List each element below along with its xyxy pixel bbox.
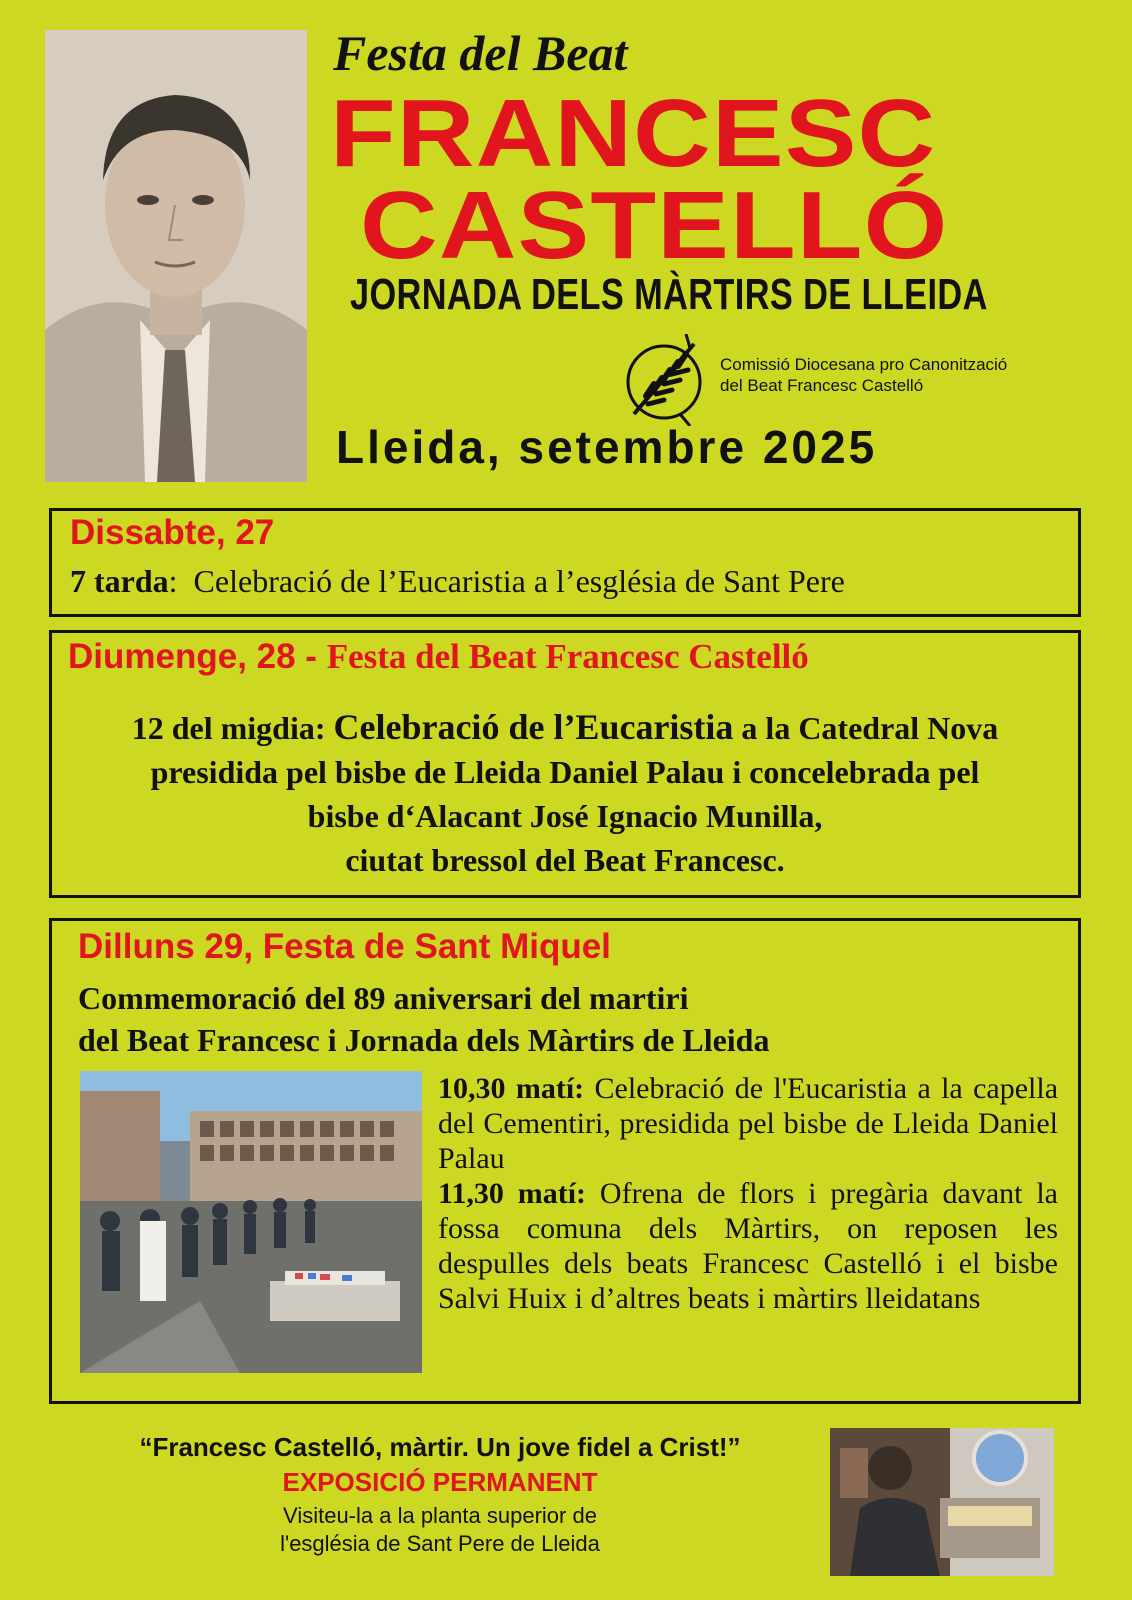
- sunday-line-4: ciutat bressol del Beat Francesc.: [345, 842, 785, 878]
- sunday-time: 12 del migdia:: [131, 710, 326, 746]
- exhibition-photo: [830, 1428, 1054, 1576]
- portrait-photo: [45, 30, 307, 482]
- commission-text: [720, 354, 1007, 396]
- exhibition-illustration: [830, 1428, 1054, 1576]
- exhibition-quote: “Francesc Castelló, màrtir. Un jove fidel a Crist!”: [139, 1432, 741, 1462]
- monday-text-1: Celebració de l'Eucaristia a la capella del Cementiri, presidida pel bisbe de Lleida Daniel Palau: [438, 1072, 1059, 1175]
- portrait-illustration: [45, 30, 307, 482]
- monday-box: [49, 918, 1081, 1404]
- kicker-title: Festa del Beat: [333, 25, 628, 81]
- name-line-1: FRANCESC: [330, 80, 937, 187]
- monday-subtitle: [78, 977, 769, 1061]
- commission-line-2: del Beat Francesc Castelló: [720, 376, 924, 395]
- sunday-highlight: Celebració de l’Eucaristia: [333, 707, 734, 747]
- sunday-title-feast: Festa del Beat Francesc Castelló: [326, 637, 809, 676]
- monday-time-2: 11,30 matí:: [438, 1177, 587, 1210]
- saturday-text: Celebració de l’Eucaristia a l’església de Sant Pere: [193, 563, 845, 599]
- sunday-line-2: presidida pel bisbe de Lleida Daniel Palau i concelebrada pel: [150, 754, 980, 790]
- saturday-title: Dissabte, 27: [70, 513, 275, 552]
- sunday-line-3: bisbe d‘Alacant José Ignacio Munilla,: [307, 798, 823, 834]
- sunday-title: [68, 637, 809, 677]
- exhibition-visit: [40, 1502, 840, 1558]
- sunday-text: [62, 705, 1068, 882]
- saturday-time: 7 tarda: [70, 563, 169, 599]
- name-line-2: CASTELLÓ: [360, 172, 949, 279]
- cemetery-photo: [80, 1071, 422, 1373]
- city-date: Lleida, setembre 2025: [336, 421, 878, 473]
- sunday-line-1-rest: a la Catedral Nova: [741, 710, 999, 746]
- saturday-colon: :: [168, 563, 178, 599]
- cemetery-illustration: [80, 1071, 422, 1373]
- commission-line-1: Comissió Diocesana pro Canonització: [720, 355, 1008, 374]
- sunday-line-1: [62, 705, 1068, 750]
- monday-sub-line-2: del Beat Francesc i Jornada dels Màrtirs de Lleida: [78, 1022, 770, 1058]
- saturday-event: [70, 563, 845, 600]
- visit-line-1: Visiteu-la a la planta superior de: [283, 1503, 597, 1528]
- subtitle: JORNADA DELS MÀRTIRS DE LLEIDA: [350, 270, 988, 319]
- monday-text-2: Ofrena de flors i pregària davant la fossa comuna dels Màrtirs, on reposen les despulles dels beats Francesc Castelló i el bisbe Salvi Huix i d’altres beats i màrtirs lleidatans: [438, 1177, 1059, 1315]
- monday-time-1: 10,30 matí:: [438, 1072, 585, 1105]
- monday-events: [438, 1071, 1058, 1316]
- monday-sub-line-1: Commemoració del 89 aniversari del martiri: [78, 980, 689, 1016]
- sunday-box: [49, 630, 1081, 898]
- sunday-title-day: Diumenge, 28 -: [68, 637, 317, 676]
- visit-line-2: l'església de Sant Pere de Lleida: [280, 1531, 600, 1556]
- saturday-box: [49, 508, 1081, 617]
- monday-title: Dilluns 29, Festa de Sant Miquel: [78, 927, 611, 966]
- exhibition-title: EXPOSICIÓ PERMANENT: [282, 1467, 598, 1497]
- wheat-logo-icon: [624, 334, 710, 426]
